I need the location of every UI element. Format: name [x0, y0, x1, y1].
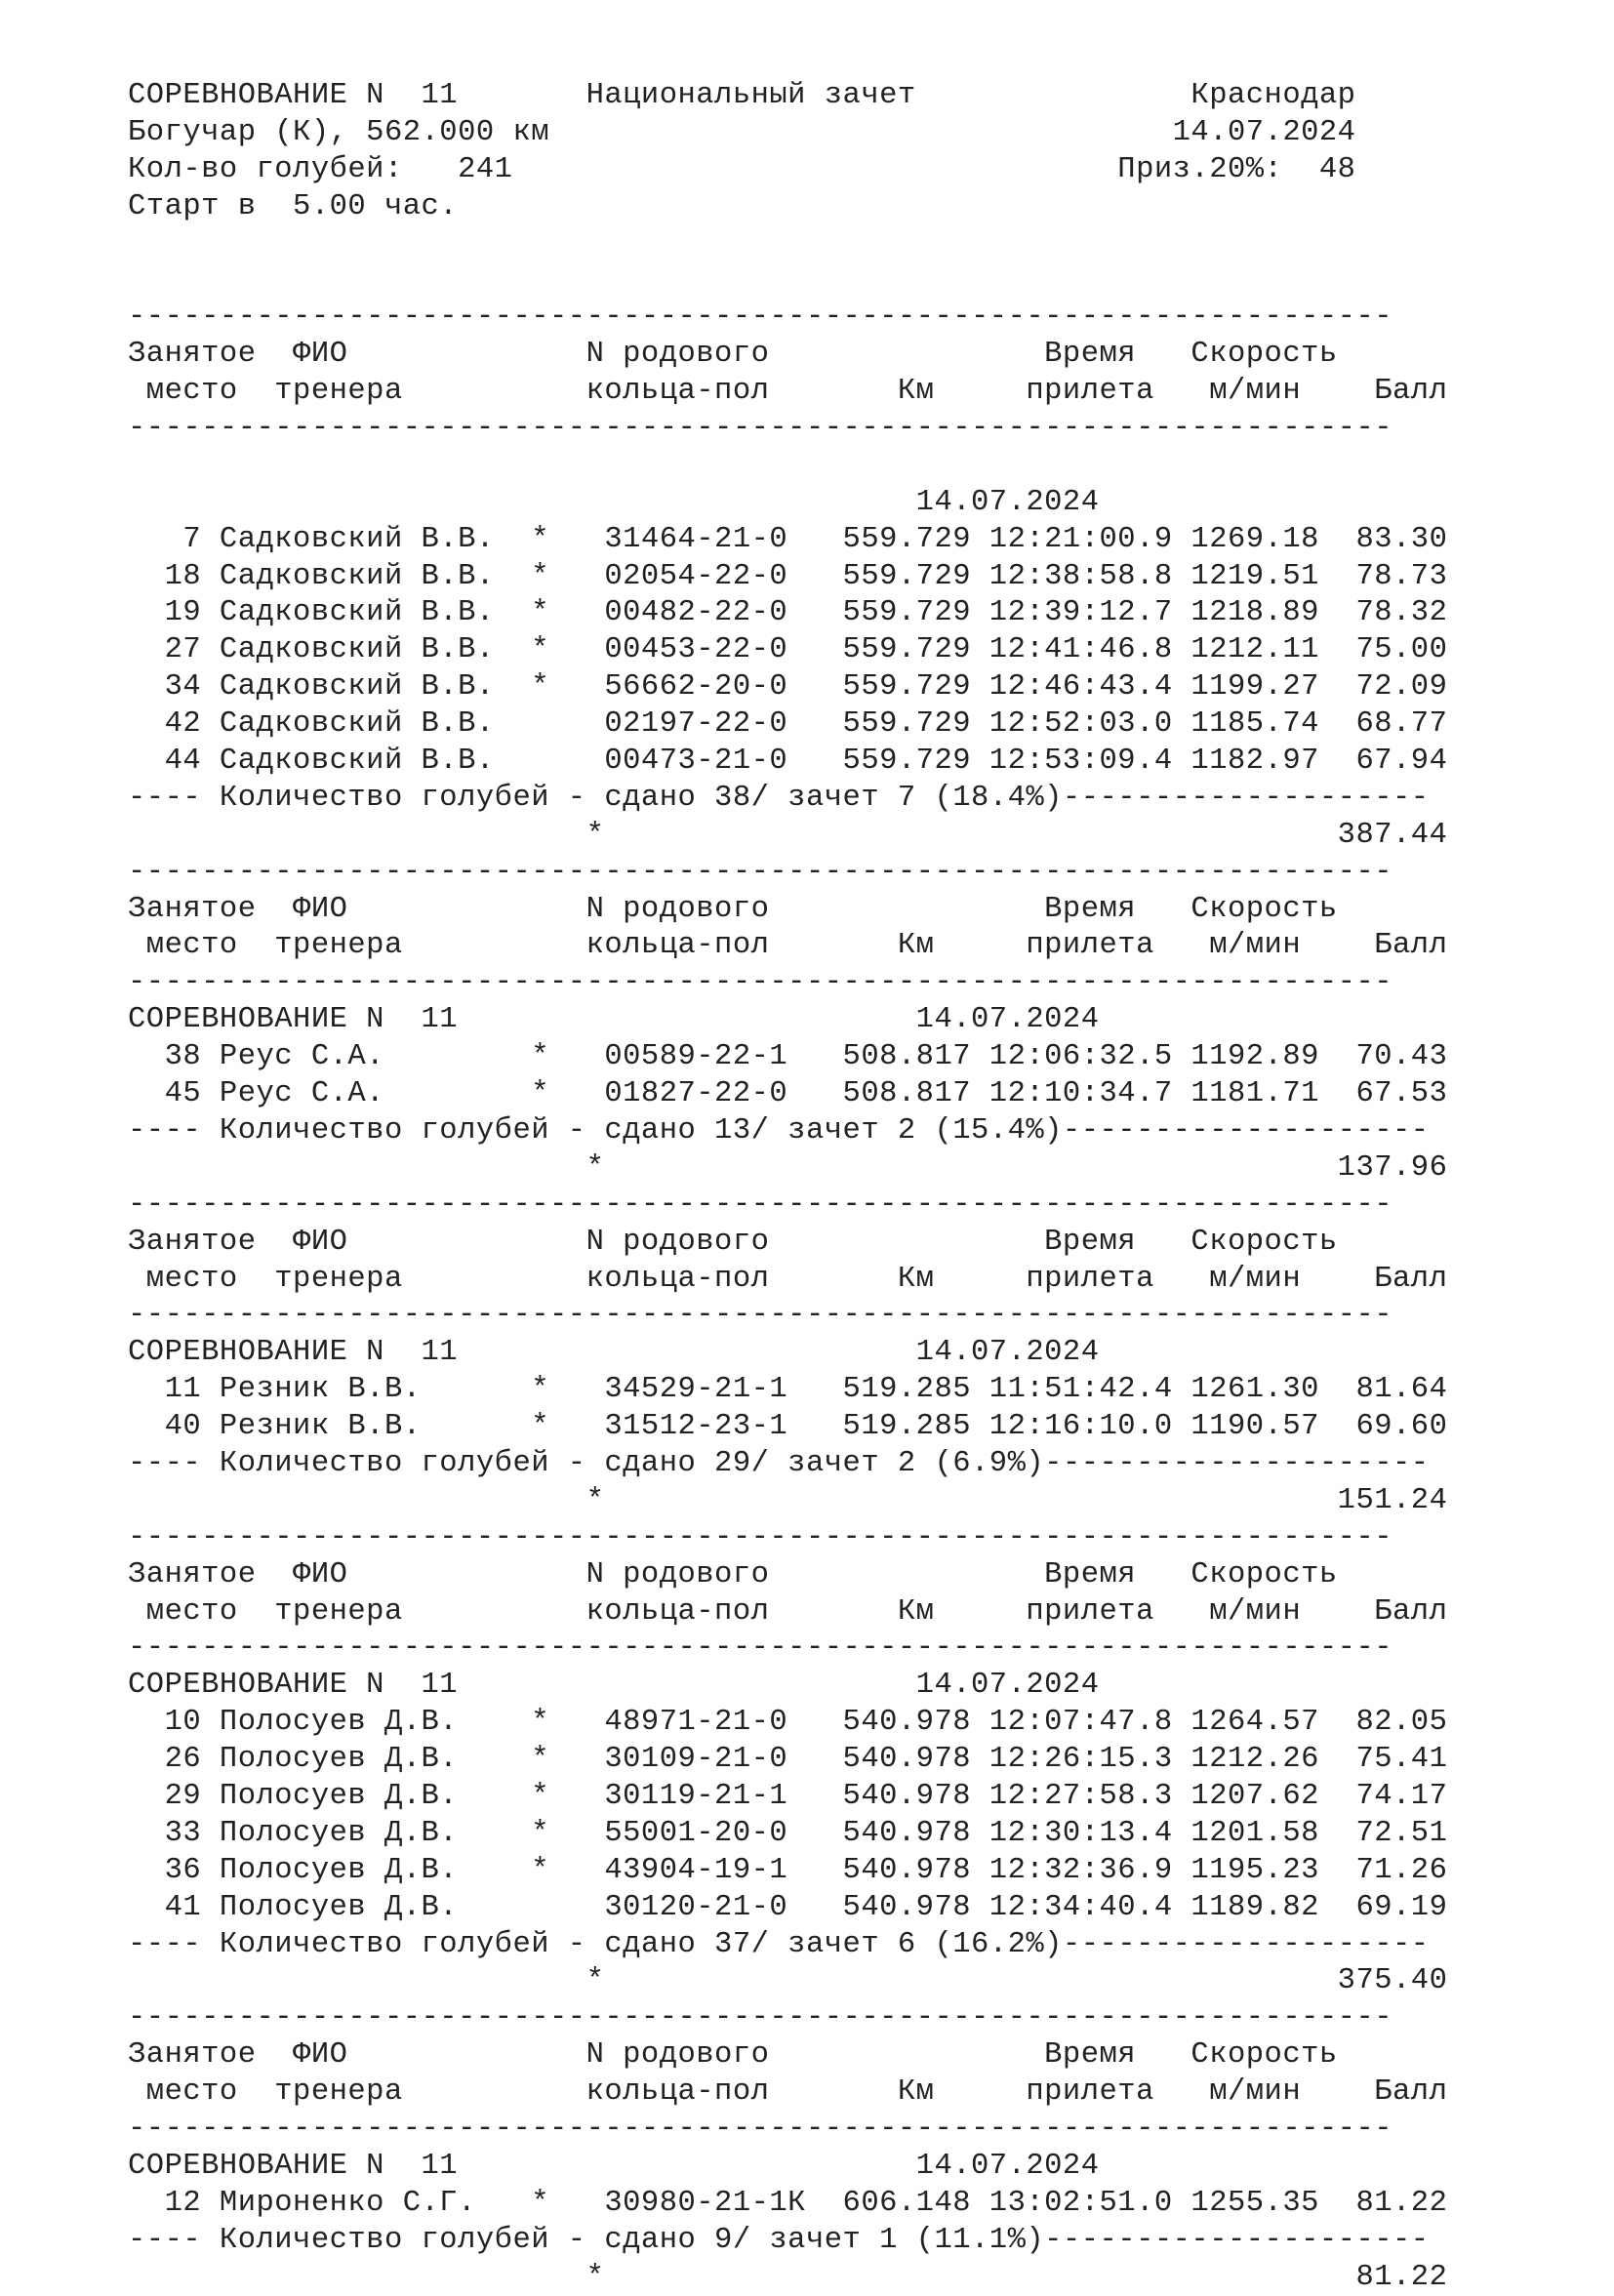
text-line: * 151.24	[128, 1483, 1448, 1517]
text-line: 18 Садковский В.В. * 02054-22-0 559.729 12:38:58.8 1219.51 78.73	[128, 559, 1448, 593]
text-line: 14.07.2024	[128, 485, 1100, 519]
text-line: Старт в 5.00 час.	[128, 189, 459, 223]
text-line: 27 Садковский В.В. * 00453-22-0 559.729 12:41:46.8 1212.11 75.00	[128, 633, 1448, 667]
text-line: Богучар (К), 562.000 км 14.07.2024	[128, 115, 1356, 149]
text-line: 10 Полосуев Д.В. * 48971-21-0 540.978 12:07:47.8 1264.57 82.05	[128, 1706, 1448, 1740]
text-line: 11 Резник В.В. * 34529-21-1 519.285 11:51:42.4 1261.30 81.64	[128, 1373, 1448, 1407]
text-line: 41 Полосуев Д.В. 30120-21-0 540.978 12:34:40.4 1189.82 69.19	[128, 1890, 1448, 1924]
text-line: * 387.44	[128, 818, 1448, 852]
text-line: ---- Количество голубей - сдано 13/ зачет 2 (15.4%)--------------------	[128, 1113, 1430, 1148]
text-line: ---- Количество голубей - сдано 29/ зачет 2 (6.9%)---------------------	[128, 1446, 1430, 1480]
text-line: 7 Садковский В.В. * 31464-21-0 559.729 12:21:00.9 1269.18 83.30	[128, 522, 1448, 556]
blank-line	[128, 262, 1447, 300]
blank-line	[128, 448, 1447, 485]
text-line: СОРЕВНОВАНИЕ N 11 14.07.2024	[128, 1669, 1100, 1703]
separator-line: ---------------------------------------------------------------------	[128, 855, 1393, 889]
text-line: * 81.22	[128, 2260, 1448, 2294]
text-line: 12 Мироненко С.Г. * 30980-21-1К 606.148 13:02:51.0 1255.35 81.22	[128, 2186, 1448, 2220]
separator-line: ---------------------------------------------------------------------	[128, 966, 1393, 1000]
text-line: ---- Количество голубей - сдано 37/ зачет 6 (16.2%)--------------------	[128, 1927, 1430, 1961]
separator-line: ---------------------------------------------------------------------	[128, 1631, 1393, 1666]
separator-line: ---------------------------------------------------------------------	[128, 301, 1393, 335]
text-line: Занятое ФИО N родового Время Скорость	[128, 1557, 1338, 1591]
text-line: 36 Полосуев Д.В. * 43904-19-1 540.978 12:32:36.9 1195.23 71.26	[128, 1853, 1448, 1887]
text-line: место тренера кольца-пол Км прилета м/мин Балл	[128, 929, 1448, 963]
text-line: СОРЕВНОВАНИЕ N 11 14.07.2024	[128, 1003, 1100, 1037]
text-line: СОРЕВНОВАНИЕ N 11 14.07.2024	[128, 1336, 1100, 1370]
text-line: место тренера кольца-пол Км прилета м/мин Балл	[128, 1594, 1448, 1629]
text-line: место тренера кольца-пол Км прилета м/мин Балл	[128, 2075, 1448, 2110]
text-line: 19 Садковский В.В. * 00482-22-0 559.729 12:39:12.7 1218.89 78.32	[128, 596, 1448, 630]
text-line: место тренера кольца-пол Км прилета м/мин Балл	[128, 1262, 1448, 1296]
separator-line: ---------------------------------------------------------------------	[128, 2112, 1393, 2146]
separator-line: ---------------------------------------------------------------------	[128, 2001, 1393, 2035]
text-line: 44 Садковский В.В. 00473-21-0 559.729 12:53:09.4 1182.97 67.94	[128, 745, 1448, 779]
text-line: * 137.96	[128, 1150, 1448, 1185]
separator-line: ---------------------------------------------------------------------	[128, 412, 1393, 446]
separator-line: ---------------------------------------------------------------------	[128, 1188, 1393, 1222]
text-line: 38 Реус С.А. * 00589-22-1 508.817 12:06:32.5 1192.89 70.43	[128, 1040, 1448, 1074]
text-line: место тренера кольца-пол Км прилета м/мин Балл	[128, 375, 1448, 409]
text-line: 33 Полосуев Д.В. * 55001-20-0 540.978 12:30:13.4 1201.58 72.51	[128, 1816, 1448, 1850]
text-line: 29 Полосуев Д.В. * 30119-21-1 540.978 12:27:58.3 1207.62 74.17	[128, 1779, 1448, 1813]
separator-line: ---------------------------------------------------------------------	[128, 1299, 1393, 1333]
text-line: 34 Садковский В.В. * 56662-20-0 559.729 12:46:43.4 1199.27 72.09	[128, 670, 1448, 705]
text-line: 42 Садковский В.В. 02197-22-0 559.729 12:52:03.0 1185.74 68.77	[128, 707, 1448, 742]
text-line: Занятое ФИО N родового Время Скорость	[128, 2038, 1338, 2073]
text-line: СОРЕВНОВАНИЕ N 11 Национальный зачет Краснодар	[128, 79, 1356, 112]
text-line: 26 Полосуев Д.В. * 30109-21-0 540.978 12:26:15.3 1212.26 75.41	[128, 1743, 1448, 1777]
results-page	[128, 78, 1447, 2296]
text-line: СОРЕВНОВАНИЕ N 11 14.07.2024	[128, 2149, 1100, 2183]
blank-line	[128, 226, 1447, 263]
text-line: ---- Количество голубей - сдано 9/ зачет 1 (11.1%)---------------------	[128, 2223, 1430, 2257]
separator-line: ---------------------------------------------------------------------	[128, 1520, 1393, 1554]
text-line: 40 Резник В.В. * 31512-23-1 519.285 12:16:10.0 1190.57 69.60	[128, 1410, 1448, 1444]
text-line: 45 Реус С.А. * 01827-22-0 508.817 12:10:34.7 1181.71 67.53	[128, 1077, 1448, 1111]
text-line: Занятое ФИО N родового Время Скорость	[128, 892, 1338, 926]
text-line: ---- Количество голубей - сдано 38/ зачет 7 (18.4%)--------------------	[128, 781, 1430, 815]
text-line: Кол-во голубей: 241 Приз.20%: 48	[128, 152, 1356, 186]
text-line: Занятое ФИО N родового Время Скорость	[128, 338, 1338, 372]
text-line: Занятое ФИО N родового Время Скорость	[128, 1225, 1338, 1259]
text-line: * 375.40	[128, 1964, 1448, 1998]
